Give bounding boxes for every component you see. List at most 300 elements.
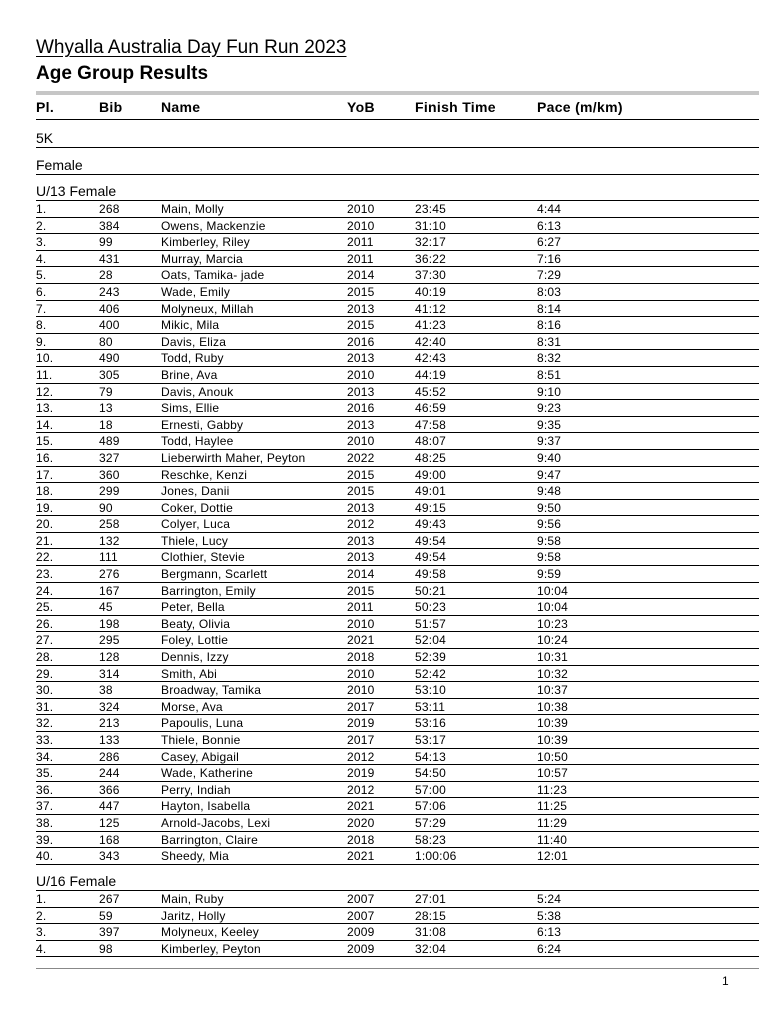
pace-cell: 9:50 xyxy=(537,500,562,515)
bib-cell: 90 xyxy=(99,500,113,515)
yob-cell: 2010 xyxy=(347,666,375,681)
pace-cell: 8:03 xyxy=(537,284,562,299)
distance-rule xyxy=(36,147,759,148)
yob-cell: 2013 xyxy=(347,417,375,432)
place-cell: 36. xyxy=(36,782,54,797)
table-row xyxy=(36,201,759,218)
pace-cell: 8:32 xyxy=(537,351,562,366)
name-cell: Wade, Emily xyxy=(161,284,231,299)
bib-cell: 258 xyxy=(99,517,120,532)
name-cell: Main, Ruby xyxy=(161,892,224,906)
yob-cell: 2013 xyxy=(347,351,375,366)
table-row xyxy=(36,632,759,649)
bib-cell: 80 xyxy=(99,334,113,349)
yob-cell: 2014 xyxy=(347,567,375,582)
yob-cell: 2012 xyxy=(347,782,375,797)
place-cell: 7. xyxy=(36,301,47,316)
page-number: 1 xyxy=(722,974,729,988)
bib-cell: 132 xyxy=(99,533,120,548)
finish-time-cell: 51:57 xyxy=(415,616,447,631)
place-cell: 1. xyxy=(36,202,47,216)
yob-cell: 2010 xyxy=(347,367,375,382)
yob-cell: 2015 xyxy=(347,467,375,482)
place-cell: 21. xyxy=(36,533,54,548)
name-cell: Todd, Haylee xyxy=(161,434,234,449)
table-row xyxy=(36,516,759,533)
finish-time-cell: 41:23 xyxy=(415,318,447,333)
table-row xyxy=(36,616,759,633)
name-cell: Broadway, Tamika xyxy=(161,683,262,698)
place-cell: 19. xyxy=(36,500,54,515)
yob-cell: 2007 xyxy=(347,892,375,906)
pace-cell: 5:24 xyxy=(537,892,562,906)
pace-cell: 6:24 xyxy=(537,941,562,956)
name-cell: Brine, Ava xyxy=(161,367,218,382)
table-row xyxy=(36,384,759,401)
pace-cell: 9:40 xyxy=(537,450,562,465)
place-cell: 22. xyxy=(36,550,54,565)
finish-time-cell: 32:17 xyxy=(415,235,447,250)
pace-cell: 7:29 xyxy=(537,268,562,283)
finish-time-cell: 49:15 xyxy=(415,500,447,515)
yob-cell: 2016 xyxy=(347,334,375,349)
table-row xyxy=(36,815,759,832)
place-cell: 13. xyxy=(36,401,54,416)
place-cell: 35. xyxy=(36,766,54,781)
finish-time-cell: 32:04 xyxy=(415,941,447,956)
finish-time-cell: 52:04 xyxy=(415,633,447,648)
name-cell: Barrington, Claire xyxy=(161,832,258,847)
finish-time-cell: 41:12 xyxy=(415,301,447,316)
name-cell: Lieberwirth Maher, Peyton xyxy=(161,450,306,465)
results-table-u16 xyxy=(36,891,759,957)
bib-cell: 243 xyxy=(99,284,120,299)
place-cell: 18. xyxy=(36,484,54,499)
yob-cell: 2007 xyxy=(347,908,375,923)
name-cell: Sims, Ellie xyxy=(161,401,220,416)
distance-heading: 5K xyxy=(36,130,54,146)
name-cell: Foley, Lottie xyxy=(161,633,229,648)
name-cell: Jones, Danii xyxy=(161,484,230,499)
pace-cell: 10:50 xyxy=(537,749,569,764)
place-cell: 6. xyxy=(36,284,47,299)
place-cell: 23. xyxy=(36,567,54,582)
table-row xyxy=(36,699,759,716)
pace-cell: 11:29 xyxy=(537,815,568,830)
column-header-place: Pl. xyxy=(36,99,55,115)
bib-cell: 38 xyxy=(99,683,113,698)
yob-cell: 2013 xyxy=(347,301,375,316)
finish-time-cell: 52:39 xyxy=(415,650,447,665)
column-header-rule xyxy=(36,119,759,120)
bib-cell: 397 xyxy=(99,925,120,940)
place-cell: 15. xyxy=(36,434,54,449)
finish-time-cell: 49:43 xyxy=(415,517,447,532)
name-cell: Murray, Marcia xyxy=(161,251,243,266)
finish-time-cell: 53:10 xyxy=(415,683,447,698)
table-row xyxy=(36,284,759,301)
bib-cell: 314 xyxy=(99,666,120,681)
yob-cell: 2020 xyxy=(347,815,375,830)
bib-cell: 59 xyxy=(99,908,113,923)
table-row xyxy=(36,367,759,384)
finish-time-cell: 49:54 xyxy=(415,550,447,565)
yob-cell: 2016 xyxy=(347,401,375,416)
yob-cell: 2014 xyxy=(347,268,375,283)
place-cell: 17. xyxy=(36,467,54,482)
footer-rule xyxy=(36,968,759,969)
place-cell: 32. xyxy=(36,716,54,731)
bib-cell: 305 xyxy=(99,367,120,382)
table-row xyxy=(36,908,759,925)
column-header-pace: Pace (m/km) xyxy=(537,99,623,115)
name-cell: Perry, Indiah xyxy=(161,782,231,797)
place-cell: 9. xyxy=(36,334,47,349)
pace-cell: 10:23 xyxy=(537,616,569,631)
table-row xyxy=(36,500,759,517)
finish-time-cell: 47:58 xyxy=(415,417,447,432)
yob-cell: 2015 xyxy=(347,583,375,598)
bib-cell: 400 xyxy=(99,318,120,333)
name-cell: Davis, Anouk xyxy=(161,384,234,399)
place-cell: 20. xyxy=(36,517,54,532)
pace-cell: 10:24 xyxy=(537,633,569,648)
yob-cell: 2010 xyxy=(347,683,375,698)
finish-time-cell: 57:29 xyxy=(415,815,447,830)
bib-cell: 133 xyxy=(99,733,120,747)
yob-cell: 2013 xyxy=(347,533,375,548)
pace-cell: 10:57 xyxy=(537,766,569,781)
place-cell: 3. xyxy=(36,235,47,250)
finish-time-cell: 49:00 xyxy=(415,467,447,482)
place-cell: 33. xyxy=(36,733,54,747)
finish-time-cell: 52:42 xyxy=(415,666,447,681)
pace-cell: 9:37 xyxy=(537,434,562,449)
name-cell: Oats, Tamika- jade xyxy=(161,268,265,283)
bib-cell: 431 xyxy=(99,251,120,266)
pace-cell: 11:25 xyxy=(537,799,568,814)
finish-time-cell: 58:23 xyxy=(415,832,447,847)
finish-time-cell: 53:11 xyxy=(415,699,446,714)
pace-cell: 7:16 xyxy=(537,251,562,266)
finish-time-cell: 42:40 xyxy=(415,334,447,349)
bib-cell: 98 xyxy=(99,941,113,956)
header-divider xyxy=(36,91,759,95)
finish-time-cell: 46:59 xyxy=(415,401,447,416)
place-cell: 14. xyxy=(36,417,54,432)
name-cell: Coker, Dottie xyxy=(161,500,233,515)
table-row xyxy=(36,649,759,666)
bib-cell: 111 xyxy=(99,550,118,565)
pace-cell: 9:10 xyxy=(537,384,562,399)
name-cell: Colyer, Luca xyxy=(161,517,231,532)
bib-cell: 267 xyxy=(99,892,120,906)
name-cell: Ernesti, Gabby xyxy=(161,417,244,432)
yob-cell: 2015 xyxy=(347,484,375,499)
yob-cell: 2017 xyxy=(347,699,375,714)
bib-cell: 295 xyxy=(99,633,120,648)
place-cell: 4. xyxy=(36,941,47,956)
place-cell: 29. xyxy=(36,666,54,681)
yob-cell: 2017 xyxy=(347,733,375,747)
place-cell: 5. xyxy=(36,268,47,283)
finish-time-cell: 36:22 xyxy=(415,251,447,266)
finish-time-cell: 37:30 xyxy=(415,268,447,283)
finish-time-cell: 50:23 xyxy=(415,600,447,615)
table-row xyxy=(36,583,759,600)
name-cell: Davis, Eliza xyxy=(161,334,227,349)
finish-time-cell: 42:43 xyxy=(415,351,447,366)
pace-cell: 5:38 xyxy=(537,908,562,923)
finish-time-cell: 28:15 xyxy=(415,908,447,923)
bib-cell: 79 xyxy=(99,384,113,399)
name-cell: Casey, Abigail xyxy=(161,749,239,764)
name-cell: Molyneux, Keeley xyxy=(161,925,259,940)
pace-cell: 8:31 xyxy=(537,334,562,349)
pace-cell: 9:56 xyxy=(537,517,562,532)
table-row xyxy=(36,450,759,467)
gender-rule xyxy=(36,174,759,175)
bib-cell: 327 xyxy=(99,450,120,465)
yob-cell: 2022 xyxy=(347,450,375,465)
pace-cell: 10:38 xyxy=(537,699,569,714)
document-title: Whyalla Australia Day Fun Run 2023 xyxy=(36,37,347,58)
bib-cell: 490 xyxy=(99,351,120,366)
name-cell: Mikic, Mila xyxy=(161,318,220,333)
results-table-u13 xyxy=(36,201,759,865)
pace-cell: 9:35 xyxy=(537,417,562,432)
name-cell: Sheedy, Mia xyxy=(161,849,230,864)
pace-cell: 8:51 xyxy=(537,367,562,382)
pace-cell: 9:47 xyxy=(537,467,562,482)
name-cell: Kimberley, Peyton xyxy=(161,941,261,956)
yob-cell: 2010 xyxy=(347,202,375,216)
yob-cell: 2010 xyxy=(347,616,375,631)
table-row xyxy=(36,549,759,566)
table-row xyxy=(36,317,759,334)
age-group-heading: U/16 Female xyxy=(36,873,117,889)
bib-cell: 489 xyxy=(99,434,120,449)
yob-cell: 2013 xyxy=(347,550,375,565)
name-cell: Clothier, Stevie xyxy=(161,550,245,565)
finish-time-cell: 54:50 xyxy=(415,766,447,781)
yob-cell: 2021 xyxy=(347,799,375,814)
table-row xyxy=(36,924,759,941)
bib-cell: 167 xyxy=(99,583,120,598)
place-cell: 26. xyxy=(36,616,54,631)
bib-cell: 45 xyxy=(99,600,113,615)
name-cell: Papoulis, Luna xyxy=(161,716,244,731)
pace-cell: 9:48 xyxy=(537,484,562,499)
finish-time-cell: 31:08 xyxy=(415,925,447,940)
place-cell: 11. xyxy=(36,367,53,382)
table-row xyxy=(36,267,759,284)
bib-cell: 13 xyxy=(99,401,113,416)
name-cell: Morse, Ava xyxy=(161,699,223,714)
name-cell: Barrington, Emily xyxy=(161,583,256,598)
name-cell: Kimberley, Riley xyxy=(161,235,250,250)
yob-cell: 2015 xyxy=(347,318,375,333)
yob-cell: 2011 xyxy=(347,251,374,266)
pace-cell: 9:58 xyxy=(537,550,562,565)
table-row xyxy=(36,417,759,434)
yob-cell: 2018 xyxy=(347,832,375,847)
finish-time-cell: 49:01 xyxy=(415,484,447,499)
place-cell: 4. xyxy=(36,251,47,266)
finish-time-cell: 1:00:06 xyxy=(415,849,457,864)
place-cell: 10. xyxy=(36,351,54,366)
pace-cell: 11:40 xyxy=(537,832,568,847)
place-cell: 8. xyxy=(36,318,47,333)
table-row xyxy=(36,782,759,799)
finish-time-cell: 23:45 xyxy=(415,202,447,216)
yob-cell: 2009 xyxy=(347,941,375,956)
pace-cell: 10:39 xyxy=(537,716,569,731)
bib-cell: 276 xyxy=(99,567,120,582)
name-cell: Molyneux, Millah xyxy=(161,301,254,316)
yob-cell: 2012 xyxy=(347,517,375,532)
name-cell: Todd, Ruby xyxy=(161,351,224,366)
bib-cell: 286 xyxy=(99,749,120,764)
place-cell: 24. xyxy=(36,583,54,598)
yob-cell: 2019 xyxy=(347,766,375,781)
finish-time-cell: 53:16 xyxy=(415,716,447,731)
pace-cell: 9:58 xyxy=(537,533,562,548)
table-row xyxy=(36,715,759,732)
name-cell: Main, Molly xyxy=(161,202,224,216)
bib-cell: 343 xyxy=(99,849,120,864)
table-row xyxy=(36,251,759,268)
table-row xyxy=(36,350,759,367)
place-cell: 25. xyxy=(36,600,54,615)
age-group-heading: U/13 Female xyxy=(36,183,117,199)
bib-cell: 447 xyxy=(99,799,120,814)
table-row xyxy=(36,433,759,450)
yob-cell: 2013 xyxy=(347,500,375,515)
finish-time-cell: 54:13 xyxy=(415,749,447,764)
finish-time-cell: 31:10 xyxy=(415,218,447,233)
pace-cell: 8:14 xyxy=(537,301,562,316)
finish-time-cell: 48:07 xyxy=(415,434,447,449)
name-cell: Jaritz, Holly xyxy=(161,908,226,923)
bib-cell: 244 xyxy=(99,766,120,781)
yob-cell: 2010 xyxy=(347,434,375,449)
name-cell: Arnold-Jacobs, Lexi xyxy=(161,815,271,830)
pace-cell: 11:23 xyxy=(537,782,568,797)
table-row xyxy=(36,234,759,251)
column-header-finish-time: Finish Time xyxy=(415,99,496,115)
bib-cell: 384 xyxy=(99,218,120,233)
pace-cell: 10:31 xyxy=(537,650,569,665)
pace-cell: 9:59 xyxy=(537,567,562,582)
table-row xyxy=(36,533,759,550)
table-row xyxy=(36,666,759,683)
yob-cell: 2009 xyxy=(347,925,375,940)
name-cell: Hayton, Isabella xyxy=(161,799,251,814)
table-row xyxy=(36,483,759,500)
pace-cell: 10:04 xyxy=(537,583,569,598)
place-cell: 34. xyxy=(36,749,54,764)
finish-time-cell: 49:58 xyxy=(415,567,447,582)
table-row xyxy=(36,301,759,318)
name-cell: Smith, Abi xyxy=(161,666,218,681)
yob-cell: 2021 xyxy=(347,849,375,864)
finish-time-cell: 57:00 xyxy=(415,782,447,797)
yob-cell: 2019 xyxy=(347,716,375,731)
place-cell: 37. xyxy=(36,799,54,814)
table-row xyxy=(36,832,759,849)
pace-cell: 6:13 xyxy=(537,218,562,233)
bib-cell: 168 xyxy=(99,832,120,847)
place-cell: 12. xyxy=(36,384,54,399)
table-row xyxy=(36,749,759,766)
table-row xyxy=(36,848,759,865)
finish-time-cell: 40:19 xyxy=(415,284,447,299)
pace-cell: 10:32 xyxy=(537,666,569,681)
name-cell: Thiele, Lucy xyxy=(161,533,229,548)
bib-cell: 366 xyxy=(99,782,120,797)
yob-cell: 2015 xyxy=(347,284,375,299)
pace-cell: 9:23 xyxy=(537,401,562,416)
column-header-yob: YoB xyxy=(347,99,375,115)
finish-time-cell: 50:21 xyxy=(415,583,447,598)
table-row xyxy=(36,218,759,235)
bib-cell: 198 xyxy=(99,616,120,631)
name-cell: Peter, Bella xyxy=(161,600,225,615)
bib-cell: 406 xyxy=(99,301,120,316)
gender-heading: Female xyxy=(36,157,83,173)
place-cell: 16. xyxy=(36,450,54,465)
bib-cell: 360 xyxy=(99,467,120,482)
place-cell: 2. xyxy=(36,218,47,233)
bib-cell: 213 xyxy=(99,716,120,731)
place-cell: 28. xyxy=(36,650,54,665)
table-row xyxy=(36,599,759,616)
bib-cell: 324 xyxy=(99,699,120,714)
bib-cell: 128 xyxy=(99,650,120,665)
finish-time-cell: 57:06 xyxy=(415,799,447,814)
pace-cell: 6:13 xyxy=(537,925,562,940)
place-cell: 38. xyxy=(36,815,54,830)
table-row xyxy=(36,566,759,583)
place-cell: 3. xyxy=(36,925,47,940)
bib-cell: 299 xyxy=(99,484,120,499)
finish-time-cell: 53:17 xyxy=(415,733,447,747)
table-row xyxy=(36,467,759,484)
finish-time-cell: 49:54 xyxy=(415,533,447,548)
finish-time-cell: 27:01 xyxy=(415,892,447,906)
column-header-name: Name xyxy=(161,99,201,115)
pace-cell: 10:39 xyxy=(537,733,569,747)
pace-cell: 8:16 xyxy=(537,318,562,333)
place-cell: 1. xyxy=(36,892,47,906)
yob-cell: 2010 xyxy=(347,218,375,233)
column-header-bib: Bib xyxy=(99,99,123,115)
pace-cell: 4:44 xyxy=(537,202,562,216)
bib-cell: 268 xyxy=(99,202,120,216)
place-cell: 39. xyxy=(36,832,54,847)
name-cell: Bergmann, Scarlett xyxy=(161,567,268,582)
yob-cell: 2013 xyxy=(347,384,375,399)
table-row xyxy=(36,798,759,815)
name-cell: Dennis, Izzy xyxy=(161,650,229,665)
bib-cell: 28 xyxy=(99,268,113,283)
name-cell: Wade, Katherine xyxy=(161,766,253,781)
pace-cell: 12:01 xyxy=(537,849,569,864)
name-cell: Reschke, Kenzi xyxy=(161,467,248,482)
place-cell: 27. xyxy=(36,633,54,648)
table-row xyxy=(36,732,759,749)
